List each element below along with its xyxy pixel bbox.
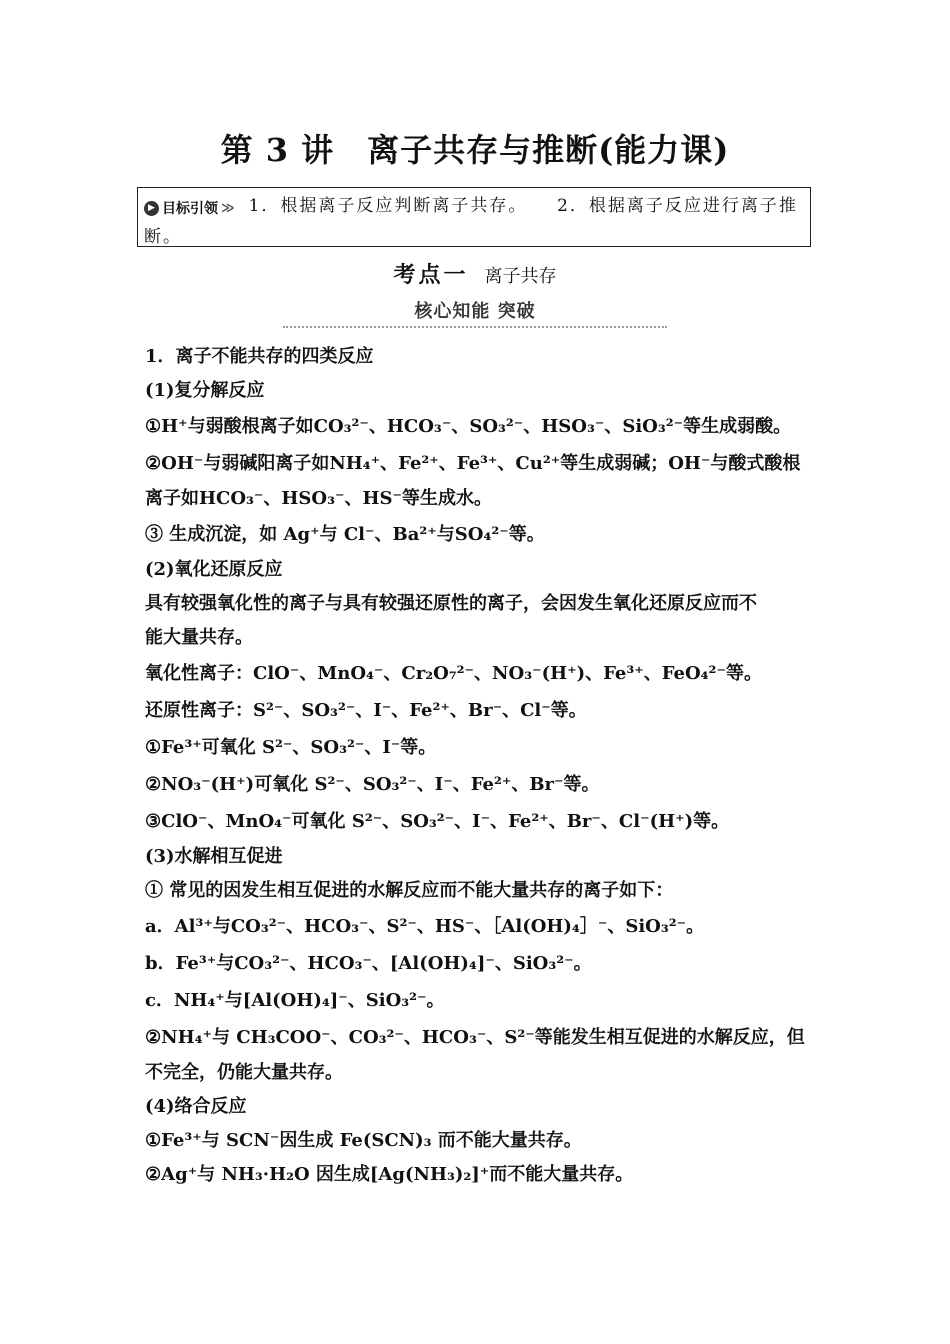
complex-line-2: ②Ag⁺与 NH₃·H₂O 因生成[Ag(NH₃)₂]⁺而不能大量共存。 (145, 1164, 634, 1185)
redox-line-1: ①Fe³⁺可氧化 S²⁻、SO₃²⁻、I⁻等。 (145, 737, 437, 758)
page-title: 第 3 讲 离子共存与推断(能力课) (220, 131, 730, 169)
subsection-banner (283, 298, 667, 330)
banner-dotted-rule (283, 326, 667, 328)
oxidizing-ions-line: 氧化性离子：ClO⁻、MnO₄⁻、Cr₂O₇²⁻、NO₃⁻(H⁺)、Fe³⁺、FeO₄²⁻等。 (145, 663, 762, 684)
goal-badge (144, 195, 235, 223)
redox-line-2: ②NO₃⁻(H⁺)可氧化 S²⁻、SO₃²⁻、I⁻、Fe²⁺、Br⁻等。 (145, 774, 600, 795)
section-name: 考点一 (393, 263, 469, 288)
redox-description-1: 具有较强氧化性的离子与具有较强还原性的离子，会因发生氧化还原反应而不 (145, 593, 757, 614)
metathesis-line-2-cont: 离子如HCO₃⁻、HSO₃⁻、HS⁻等生成水。 (145, 488, 492, 509)
heading-redox: (2)氧化还原反应 (145, 559, 283, 580)
play-circle-icon: ▶ (144, 201, 159, 216)
main-content (145, 340, 810, 1192)
heading-metathesis: (1)复分解反应 (145, 380, 265, 401)
hydrolysis-line-2: ②NH₄⁺与 CH₃COO⁻、CO₃²⁻、HCO₃⁻、S²⁻等能发生相互促进的水解反应，但 (145, 1027, 805, 1048)
hydrolysis-line-2-cont: 不完全，仍能大量共存。 (145, 1062, 343, 1083)
reducing-ions-line: 还原性离子：S²⁻、SO₃²⁻、I⁻、Fe²⁺、Br⁻、Cl⁻等。 (145, 700, 587, 721)
section-heading (0, 258, 950, 289)
redox-description-2: 能大量共存。 (145, 627, 253, 648)
heading-complex: (4)络合反应 (145, 1096, 247, 1117)
redox-line-3: ③ClO⁻、MnO₄⁻可氧化 S²⁻、SO₃²⁻、I⁻、Fe²⁺、Br⁻、Cl⁻(H⁺)等。 (145, 811, 730, 832)
metathesis-line-3: ③ 生成沉淀，如 Ag⁺与 Cl⁻、Ba²⁺与SO₄²⁻等。 (145, 524, 545, 545)
heading-four-reactions: 1．离子不能共存的四类反应 (145, 346, 374, 367)
goal-item-2: 2．根据离子反应进行离子推 (557, 196, 798, 216)
hydrolysis-intro: ① 常见的因发生相互促进的水解反应而不能大量共存的离子如下： (145, 880, 674, 901)
double-chevron-icon: ≫ (221, 200, 235, 216)
learning-goals-box (137, 187, 811, 247)
hydrolysis-item-c: c．NH₄⁺与[Al(OH)₄]⁻、SiO₃²⁻。 (145, 990, 445, 1011)
goal-item-1: 1．根据离子反应判断离子共存。 (248, 196, 528, 216)
hydrolysis-item-b: b．Fe³⁺与CO₃²⁻、HCO₃⁻、[Al(OH)₄]⁻、SiO₃²⁻。 (145, 953, 592, 974)
hydrolysis-item-a: a．Al³⁺与CO₃²⁻、HCO₃⁻、S²⁻、HS⁻、［Al(OH)₄］⁻、SiO₃²⁻。 (145, 916, 705, 937)
goal-badge-label: 目标引领 (162, 200, 218, 217)
metathesis-line-1: ①H⁺与弱酸根离子如CO₃²⁻、HCO₃⁻、SO₃²⁻、HSO₃⁻、SiO₃²⁻等生成弱酸。 (145, 416, 792, 437)
banner-title: 核心知能 突破 (414, 301, 536, 322)
heading-hydrolysis: (3)水解相互促进 (145, 846, 283, 867)
goal-item-2-cont: 断。 (144, 226, 182, 247)
complex-line-1: ①Fe³⁺与 SCN⁻因生成 Fe(SCN)₃ 而不能大量共存。 (145, 1130, 582, 1151)
metathesis-line-2: ②OH⁻与弱碱阳离子如NH₄⁺、Fe²⁺、Fe³⁺、Cu²⁺等生成弱碱；OH⁻与酸式酸根 (145, 453, 801, 474)
section-topic: 离子共存 (484, 266, 557, 287)
